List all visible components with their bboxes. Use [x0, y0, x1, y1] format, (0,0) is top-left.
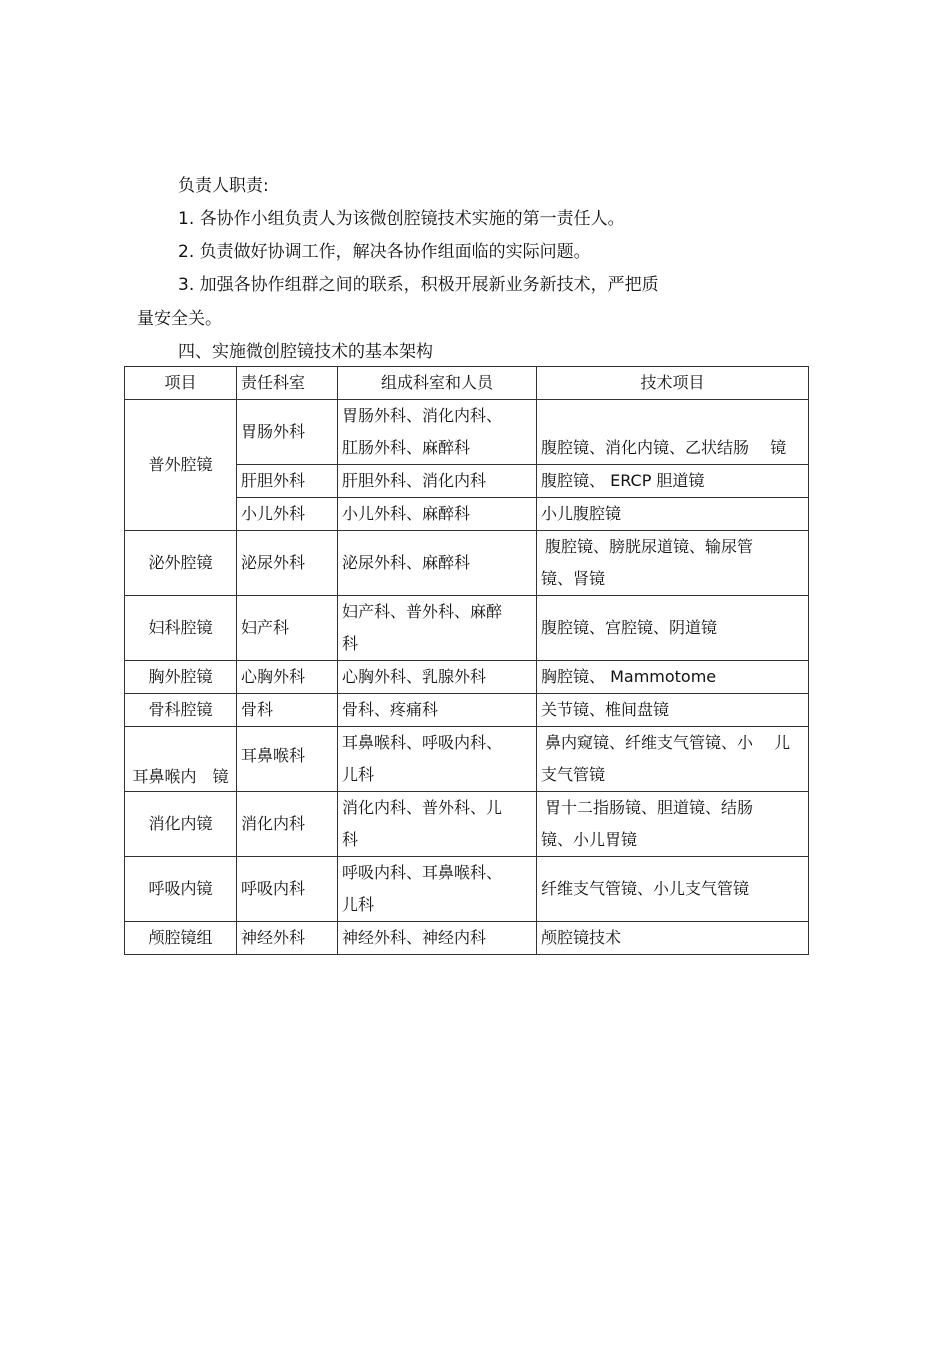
header-members: 组成科室和人员: [338, 367, 537, 400]
project-cell: 普外腔镜: [125, 400, 237, 531]
members-cell: [338, 400, 537, 465]
tech-cell: 腹腔镜、 ERCP 胆道镜: [537, 465, 809, 498]
table-row: [125, 694, 809, 727]
tech-line: 腹腔镜、消化内镜、乙状结肠 镜: [541, 437, 787, 457]
header-project: 项目: [125, 367, 237, 400]
project-cell: 泌外腔镜: [125, 531, 237, 596]
members-line: 呼吸内科、耳鼻喉科、: [342, 863, 503, 882]
tech-cell: 颅腔镜技术: [537, 922, 809, 955]
tech-line: 腹腔镜、膀胱尿道镜、输尿管: [545, 537, 754, 556]
tech-cell: 纤维支气管镜、小儿支气管镜: [537, 857, 809, 922]
header-dept: 责任科室: [237, 367, 338, 400]
tech-cell: [537, 792, 809, 857]
project-cell: 耳鼻喉内 镜: [125, 727, 237, 792]
members-line: 科: [342, 634, 359, 653]
members-line: 妇产科、普外科、麻醉: [342, 602, 503, 621]
tech-cell: 胸腔镜、 Mammotome: [537, 661, 809, 694]
tech-line: 支气管镜: [541, 765, 606, 784]
tech-line: 镜、肾镜: [541, 569, 606, 588]
section-4-heading: 四、实施微创腔镜技术的基本架构: [178, 342, 433, 362]
members-line: 儿科: [342, 765, 375, 784]
members-line: 科: [342, 830, 359, 849]
dept-cell: 神经外科: [237, 922, 338, 955]
table-row: [125, 596, 809, 661]
tech-line: 镜、小儿胃镜: [541, 830, 638, 849]
tech-line: [541, 401, 804, 432]
members-cell: [338, 596, 537, 661]
table-row: [125, 857, 809, 922]
responsibility-heading: 负责人职责:: [178, 176, 269, 196]
members-line: 消化内科、普外科、儿: [342, 798, 503, 817]
dept-cell: 肝胆外科: [237, 465, 338, 498]
table-row: [125, 531, 809, 596]
members-cell: [338, 857, 537, 922]
project-cell: 骨科腔镜: [125, 694, 237, 727]
members-cell: 泌尿外科、麻醉科: [338, 531, 537, 596]
members-line: 胃肠外科、消化内科、: [342, 406, 503, 425]
tech-line: 胃十二指肠镜、胆道镜、结肠: [545, 798, 754, 817]
project-cell: 呼吸内镜: [125, 857, 237, 922]
duty-item-3-line-1: 3. 加强各协作组群之间的联系，积极开展新业务新技术，严把质: [178, 275, 659, 295]
table-row: [125, 661, 809, 694]
tech-cell: 关节镜、椎间盘镜: [537, 694, 809, 727]
duty-item-3-line-2: 量安全关。: [137, 309, 222, 329]
dept-cell: 心胸外科: [237, 661, 338, 694]
members-cell: 肝胆外科、消化内科: [338, 465, 537, 498]
architecture-table: [124, 366, 809, 955]
dept-cell: 耳鼻喉科: [237, 727, 338, 792]
dept-cell: 小儿外科: [237, 498, 338, 531]
table-row: [125, 922, 809, 955]
dept-cell: 胃肠外科: [237, 400, 338, 465]
tech-cell: [537, 531, 809, 596]
tech-cell: 小儿腹腔镜: [537, 498, 809, 531]
header-tech: 技术项目: [537, 367, 809, 400]
dept-cell: 呼吸内科: [237, 857, 338, 922]
tech-line: 鼻内窥镜、纤维支气管镜、小 儿: [545, 733, 791, 752]
table-row: [125, 727, 809, 792]
table-row: [125, 400, 809, 465]
members-cell: 心胸外科、乳腺外科: [338, 661, 537, 694]
table-header-row: [125, 367, 809, 400]
dept-cell: 骨科: [237, 694, 338, 727]
members-cell: 神经外科、神经内科: [338, 922, 537, 955]
members-line: 儿科: [342, 895, 375, 914]
project-cell: 胸外腔镜: [125, 661, 237, 694]
members-cell: 骨科、疼痛科: [338, 694, 537, 727]
dept-cell: 妇产科: [237, 596, 338, 661]
table-row: [125, 792, 809, 857]
members-line: 耳鼻喉科、呼吸内科、: [342, 733, 503, 752]
members-line: 肛肠外科、麻醉科: [342, 438, 471, 457]
project-cell: 颅腔镜组: [125, 922, 237, 955]
dept-cell: 消化内科: [237, 792, 338, 857]
project-cell: 妇科腔镜: [125, 596, 237, 661]
duty-item-2: 2. 负责做好协调工作，解决各协作组面临的实际问题。: [178, 242, 591, 262]
members-cell: [338, 792, 537, 857]
dept-cell: 泌尿外科: [237, 531, 338, 596]
project-cell: 消化内镜: [125, 792, 237, 857]
tech-cell: [537, 400, 809, 465]
tech-cell: [537, 727, 809, 792]
tech-cell: 腹腔镜、宫腔镜、阴道镜: [537, 596, 809, 661]
members-cell: [338, 727, 537, 792]
duty-item-1: 1. 各协作小组负责人为该微创腔镜技术实施的第一责任人。: [178, 209, 625, 229]
members-cell: 小儿外科、麻醉科: [338, 498, 537, 531]
